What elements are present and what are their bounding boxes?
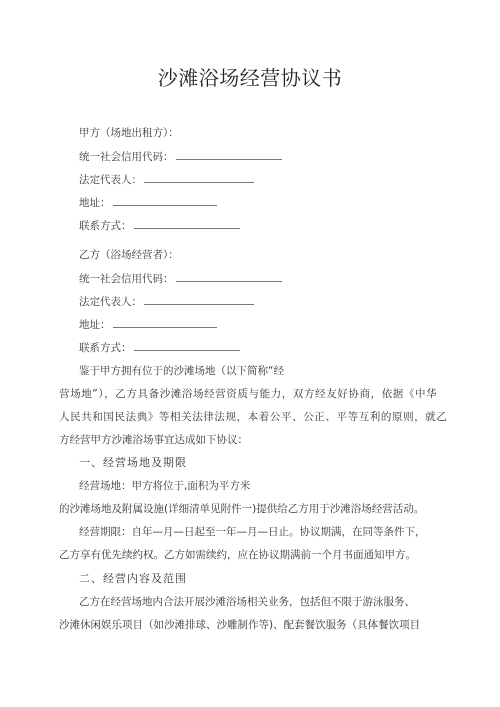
section-1-line-1: 经营场地：甲方将位于,面积为平方米 [79,480,251,492]
party-b-contact-field [79,340,240,355]
party-b-representative-label: 法定代表人： [79,296,142,308]
section-1-line-3: 经营期限：自年—月—日起至一年—月—日止。协议期满，在同等条件下， [79,526,426,538]
party-a-address-field [79,195,217,210]
party-b-address-label: 地址： [79,319,111,331]
party-a-credit-code-label: 统一社会信用代码： [79,151,174,163]
party-a-contact-blank[interactable] [134,218,240,229]
document-title: 沙滩浴场经营协议书 [157,66,343,90]
section-1-heading: 一、经营场地及期限 [79,456,187,469]
party-b-address-blank[interactable] [113,317,217,328]
section-1-line-2: 的沙滩场地及附属设施(详细清单见附件一)提供给乙方用于沙滩浴场经营活动。 [59,503,425,515]
party-a-representative-label: 法定代表人： [79,174,142,186]
section-1-line-4: 乙方享有优先续约权。乙方如需续约，应在协议期满前一个月书面通知甲方。 [59,549,416,561]
party-b-address-field [79,317,217,332]
party-a-contact-field [79,218,240,233]
party-a-representative-field [79,172,254,187]
party-a-address-label: 地址： [79,197,111,209]
preamble-line-4: 方经营甲方沙滩浴场事宜达成如下协议： [59,434,248,446]
party-b-representative-blank[interactable] [144,294,254,305]
party-b-representative-field [79,294,254,309]
preamble-line-2: 营场地”），乙方具备沙滩浴场经营资质与能力，双方经友好协商，依据《中华 [59,388,438,400]
party-b-credit-code-blank[interactable] [176,271,282,282]
section-2-line-2: 沙滩休闲娱乐项目（如沙滩排球、沙雕制作等)、配套餐饮服务（具体餐饮项目 [59,619,421,631]
section-2-heading: 二、经营内容及范围 [79,572,187,585]
party-a-credit-code-blank[interactable] [176,149,282,160]
section-2-line-1: 乙方在经营场地内合法开展沙滩浴场相关业务，包括但不限于游泳服务、 [79,596,415,608]
party-a-header: 甲方（场地出租方）： [79,127,179,139]
party-a-credit-code-field [79,149,282,164]
party-b-header: 乙方（浴场经营者）： [79,249,179,261]
party-b-contact-label: 联系方式： [79,342,132,354]
party-b-contact-blank[interactable] [134,340,240,351]
party-a-representative-blank[interactable] [144,172,254,183]
party-b-credit-code-field [79,271,282,286]
party-a-contact-label: 联系方式： [79,220,132,232]
party-b-credit-code-label: 统一社会信用代码： [79,273,174,285]
preamble-line-1: 鉴于甲方拥有位于的沙滩场地（以下简称“经 [79,365,284,377]
preamble-line-3: 人民共和国民法典》等相关法律法规，本着公平、公正、平等互利的原则，就乙 [59,411,448,423]
party-a-address-blank[interactable] [113,195,217,206]
